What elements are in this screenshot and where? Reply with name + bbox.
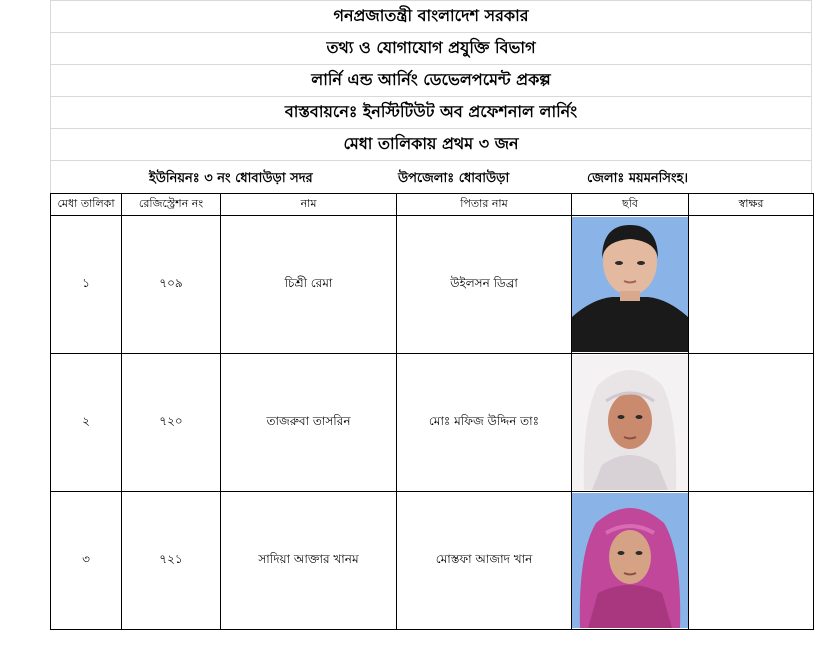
union-label: ইউনিয়নঃ ৩ নং ধোবাউড়া সদর bbox=[149, 171, 313, 186]
government-title: গনপ্রজাতন্ত্রী বাংলাদেশ সরকার bbox=[50, 0, 812, 33]
column-header-registration: রেজিস্ট্রেশন নং bbox=[122, 194, 221, 216]
signature-cell bbox=[689, 354, 814, 492]
table-row bbox=[51, 492, 814, 630]
photo-cell bbox=[572, 216, 689, 354]
registration-cell: ৭০৯ bbox=[122, 216, 221, 354]
merit-list-document bbox=[50, 0, 812, 566]
signature-cell bbox=[689, 216, 814, 354]
table-header-row bbox=[51, 194, 814, 216]
name-cell: তাজরুবা তাসরিন bbox=[221, 354, 397, 492]
column-header-father-name: পিতার নাম bbox=[397, 194, 572, 216]
rank-cell: ১ bbox=[51, 216, 122, 354]
rank-cell: ৩ bbox=[51, 492, 122, 630]
division-title: তথ্য ও যোগাযোগ প্রযুক্তি বিভাগ bbox=[50, 33, 812, 65]
student-photo bbox=[572, 217, 688, 352]
column-header-name: নাম bbox=[221, 194, 397, 216]
photo-cell bbox=[572, 354, 689, 492]
student-photo bbox=[572, 355, 688, 490]
merit-list-title: মেধা তালিকায় প্রথম ৩ জন bbox=[50, 129, 812, 161]
column-header-rank: মেধা তালিকা bbox=[51, 194, 122, 216]
project-title: লার্নি এন্ড আর্নিং ডেভেলপমেন্ট প্রকল্প bbox=[50, 65, 812, 97]
registration-cell: ৭২০ bbox=[122, 354, 221, 492]
upazila-label: উপজেলাঃ ধোবাউড়া bbox=[398, 171, 510, 186]
signature-cell bbox=[689, 492, 814, 630]
column-header-photo: ছবি bbox=[572, 194, 689, 216]
table-row bbox=[51, 354, 814, 492]
photo-cell bbox=[572, 492, 689, 630]
father-name-cell: মোঃ মফিজ উদ্দিন তাঃ bbox=[397, 354, 572, 492]
column-header-signature: স্বাক্ষর bbox=[689, 194, 814, 216]
table-row bbox=[51, 216, 814, 354]
father-name-cell: মোস্তফা আজাদ খান bbox=[397, 492, 572, 630]
district-label: জেলাঃ ময়মনসিংহ। bbox=[587, 171, 689, 186]
name-cell: চিশ্রী রেমা bbox=[221, 216, 397, 354]
name-cell: সাদিয়া আক্তার খানম bbox=[221, 492, 397, 630]
location-row bbox=[50, 161, 812, 193]
merit-table bbox=[50, 193, 814, 630]
rank-cell: ২ bbox=[51, 354, 122, 492]
student-photo bbox=[572, 493, 688, 628]
registration-cell: ৭২১ bbox=[122, 492, 221, 630]
implementer-title: বাস্তবায়নেঃ ইনস্টিটিউট অব প্রফেশনাল লার্নিং bbox=[50, 97, 812, 129]
father-name-cell: উইলসন ডিব্রা bbox=[397, 216, 572, 354]
